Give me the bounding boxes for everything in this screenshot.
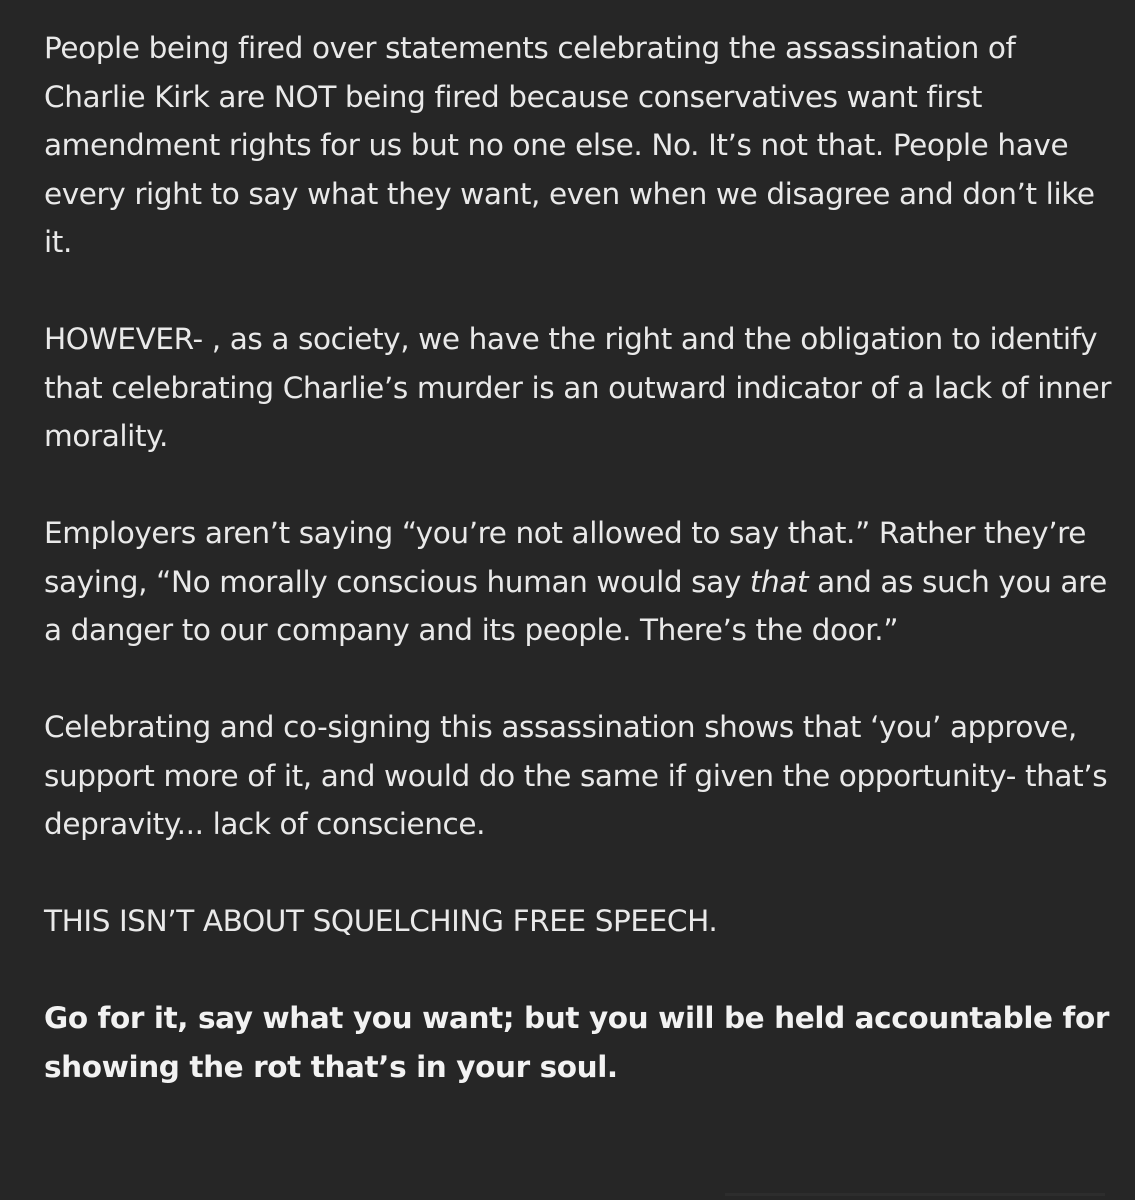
paragraph-3 [44, 509, 1124, 655]
paragraph-5: THIS ISN’T ABOUT SQUELCHING FREE SPEECH. [44, 904, 718, 938]
paragraph-2: HOWEVER- , as a society, we have the right and the obligation to identify that celebrating Charlie’s murder is an outward indicator of a lack of inner morality. [44, 322, 1112, 453]
cropped-footer-mark [725, 1193, 1105, 1196]
paragraph-1: People being fired over statements celebrating the assassination of Charlie Kirk are NOT being fired because conservatives want first amendment rights for us but no one else. No. It’s not that. People have every right to say what they want, even when we disagree and don’t like it. [44, 31, 1095, 259]
paragraph-3-text-b: and as such you are a danger to our company and its people. There’s the door.” [44, 564, 1107, 647]
post-body [44, 24, 1124, 1140]
paragraph-4: Celebrating and co-signing this assassination shows that ‘you’ approve, support more of it, and would do the same if given the opportunity- that’s depravity... lack of conscience. [44, 710, 1108, 841]
paragraph-3-text-a: Employers aren’t saying “you’re not allowed to say that.” Rather they’re saying, “No morally conscious human would say [44, 516, 1087, 599]
paragraph-3-emphasis: that [749, 564, 809, 599]
paragraph-6-conclusion: Go for it, say what you want; but you will be held accountable for showing the rot that’s in your soul. [44, 1001, 1109, 1084]
